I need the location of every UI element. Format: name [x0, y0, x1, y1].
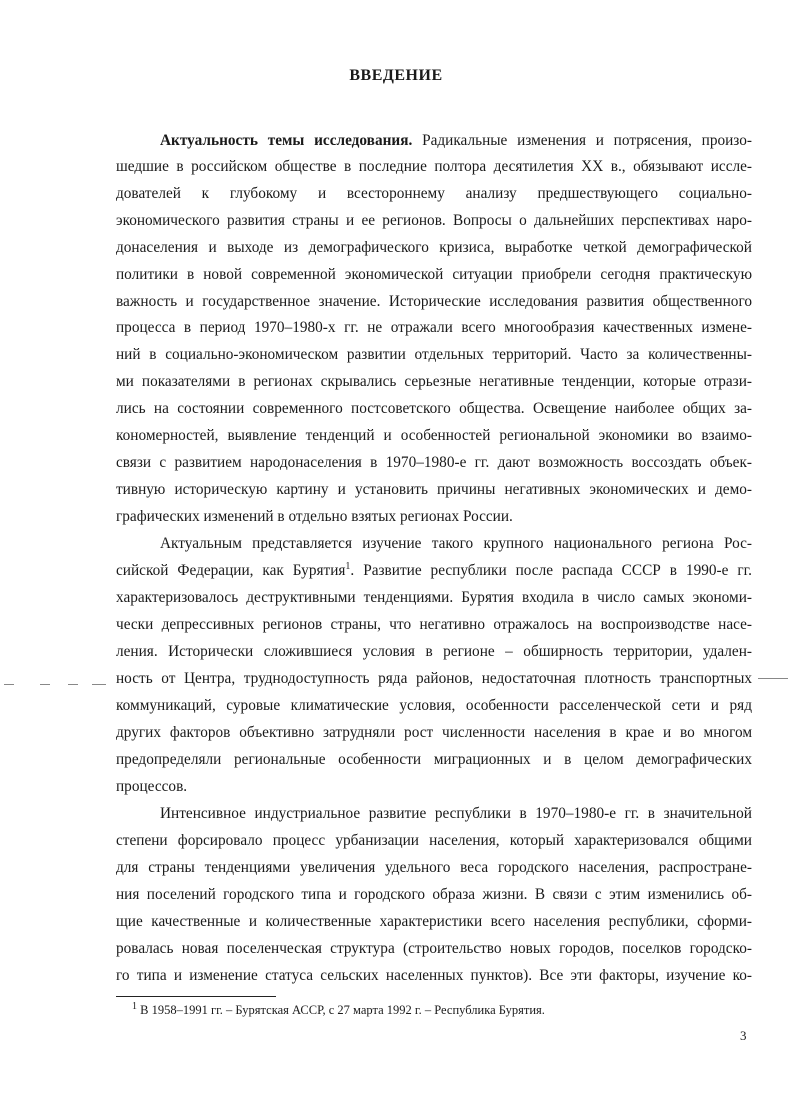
text-line: предопределяли региональные особенности миграционных и в целом демографических	[116, 751, 752, 768]
text-line: ми показателями в регионах скрывались серьезные негативные тенденции, которые отрази-	[116, 373, 752, 390]
footnote-number: 1	[132, 1000, 137, 1012]
text-line: важность и государственное значение. Исторические исследования развития общественного	[116, 293, 752, 310]
text-line: Актуальность темы исследования. Радикальные изменения и потрясения, произо-	[160, 132, 752, 149]
text-line: ния поселений городского типа и городского образа жизни. В связи с этим изменились об-	[116, 886, 752, 903]
text-line: сийской Федерации, как Бурятия$^1$. Развитие республики после распада СССР в 1990-е гг.	[116, 560, 752, 579]
text-line: для страны тенденциями увеличения удельного веса городского населения, распростране-	[116, 859, 752, 876]
text-line: кономерностей, выявление тенденций и особенностей региональной экономики во взаимо-	[116, 427, 752, 444]
text-line: донаселения и выходе из демографического кризиса, выработке четкой демографической	[116, 239, 752, 256]
text-line: Интенсивное индустриальное развитие республики в 1970–1980-е гг. в значительной	[160, 805, 752, 822]
text-line: ний в социально-экономическом развитии отдельных территорий. Часто за количественны-	[116, 346, 752, 363]
footnote	[132, 1002, 545, 1018]
text-line: ления. Исторически сложившиеся условия в регионе – обширность территории, удален-	[116, 643, 752, 660]
text-line: коммуникаций, суровые климатические условия, особенности расселенческой сети и ряд	[116, 697, 752, 714]
text-line: тивную историческую картину и установить причины негативных экономических и демо-	[116, 481, 752, 498]
scan-artifact	[4, 684, 14, 685]
text-line: других факторов объективно затрудняли рост численности населения в крае и во многом	[116, 724, 752, 741]
text-line: степени форсировало процесс урбанизации населения, который характеризовался общими	[116, 832, 752, 849]
text-line: го типа и изменение статуса сельских населенных пунктов). Все эти факторы, изучение ко-	[116, 967, 752, 984]
scan-artifact	[68, 684, 78, 685]
text-line: политики в новой современной экономической ситуации приобрели сегодня практическую	[116, 266, 752, 283]
footnote-text: В 1958–1991 гг. – Бурятская АССР, с 27 марта 1992 г. – Республика Бурятия.	[140, 1003, 545, 1017]
footnote-rule	[116, 996, 276, 997]
text-line: ровалась новая поселенческая структура (строительство новых городов, поселков городско-	[116, 940, 752, 957]
text-line: характеризовалось деструктивными тенденциями. Бурятия входила в число самых экономи-	[116, 589, 752, 606]
text-line: шедшие в российском обществе в последние полтора десятилетия XX в., обязывают иссле-	[116, 158, 752, 175]
scan-artifact	[758, 678, 788, 679]
text-line: дователей к глубокому и всестороннему анализу предшествующего социально-	[116, 185, 752, 202]
text-line: лись на состоянии современного постсоветского общества. Освещение наиболее общих за-	[116, 400, 752, 417]
text-line: процесса в период 1970–1980-х гг. не отражали всего многообразия качественных измене-	[116, 319, 752, 336]
section-subheading: Актуальность темы исследования.	[160, 132, 413, 149]
scan-artifact	[40, 684, 50, 685]
text-line: экономического развития страны и ее регионов. Вопросы о дальнейших перспективах наро-	[116, 212, 752, 229]
text-line: графических изменений в отдельно взятых регионах России.	[116, 508, 513, 525]
text-line: связи с развитием народонаселения в 1970–1980-е гг. дают возможность воссоздать объек-	[116, 454, 752, 471]
text-line: чески депрессивных регионов страны, что негативно отражалось на воспроизводстве насе-	[116, 616, 752, 633]
text-line: Актуальным представляется изучение такого крупного национального региона Рос-	[160, 535, 752, 552]
text-line: процессов.	[116, 778, 188, 795]
text-line: щие качественные и количественные характеристики всего населения республики, сформи-	[116, 913, 752, 930]
scan-artifact	[92, 684, 106, 685]
page-title: ВВЕДЕНИЕ	[349, 67, 443, 84]
footnote-marker: 1	[345, 560, 351, 572]
page-number: 3	[740, 1028, 747, 1043]
text-line: ность от Центра, труднодоступность ряда районов, недостаточная плотность транспортных	[116, 670, 752, 687]
